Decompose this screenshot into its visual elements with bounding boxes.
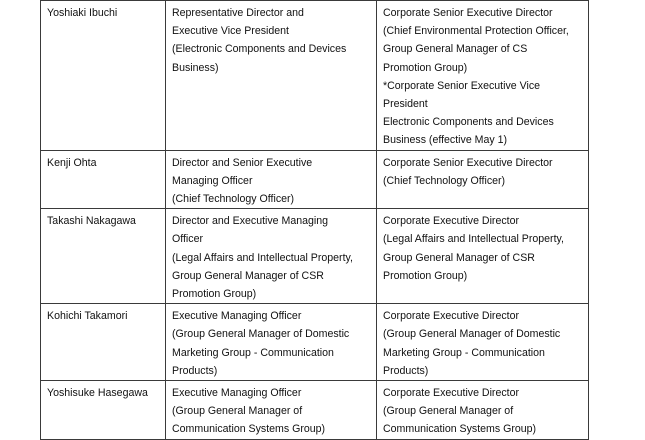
new-position-line: Marketing Group - Communication <box>383 346 545 359</box>
table-row <box>41 209 589 304</box>
previous-position-cell <box>166 304 377 381</box>
previous-position-line: Marketing Group - Communication <box>172 346 334 359</box>
new-position-cell <box>377 304 589 381</box>
new-position-line: Group General Manager of CSR <box>383 251 535 264</box>
previous-position-line: Group General Manager of CSR <box>172 269 324 282</box>
name-cell <box>41 304 166 381</box>
previous-position-line: (Legal Affairs and Intellectual Property, <box>172 251 353 264</box>
new-position-line: Communication Systems Group) <box>383 423 537 436</box>
previous-position-line: Director and Senior Executive <box>172 156 313 169</box>
table-row <box>41 1 589 151</box>
new-position-line: Corporate Executive Director <box>383 215 520 228</box>
previous-position-line: Executive Managing Officer <box>172 310 302 323</box>
previous-position-line: Managing Officer <box>172 174 253 187</box>
new-position-cell <box>377 150 589 209</box>
new-position-cell <box>377 381 589 440</box>
executive-appointments-table <box>40 0 589 440</box>
new-position-cell <box>377 1 589 151</box>
new-position-line: Promotion Group) <box>383 269 468 282</box>
new-position-line: Group General Manager of CS <box>383 43 528 56</box>
new-position-line: (Group General Manager of Domestic <box>383 328 561 341</box>
new-position-line: Electronic Components and Devices <box>383 116 554 129</box>
previous-position-line: Communication Systems Group) <box>172 423 326 436</box>
previous-position-line: Director and Executive Managing <box>172 215 329 228</box>
new-position-line: *Corporate Senior Executive Vice <box>383 79 541 92</box>
previous-position-line: (Group General Manager of Domestic <box>172 328 350 341</box>
previous-position-line: (Group General Manager of <box>172 405 303 418</box>
previous-position-line: Promotion Group) <box>172 288 257 301</box>
new-position-line: Promotion Group) <box>383 61 468 74</box>
previous-position-line: Representative Director and <box>172 7 304 19</box>
name-cell <box>41 1 166 151</box>
executive-name: Takashi Nakagawa <box>47 215 136 228</box>
previous-position-line: (Electronic Components and Devices <box>172 43 347 56</box>
previous-position-cell <box>166 1 377 151</box>
previous-position-cell <box>166 150 377 209</box>
executive-name: Kenji Ohta <box>47 156 97 169</box>
name-cell <box>41 150 166 209</box>
new-position-line: (Chief Environmental Protection Officer, <box>383 25 569 38</box>
previous-position-line: (Chief Technology Officer) <box>172 193 295 206</box>
previous-position-line: Officer <box>172 233 204 246</box>
executive-name: Yoshiaki Ibuchi <box>47 7 118 19</box>
new-position-line: Products) <box>383 364 429 377</box>
table-row <box>41 304 589 381</box>
name-cell <box>41 209 166 304</box>
new-position-cell <box>377 209 589 304</box>
new-position-line: Corporate Executive Director <box>383 387 520 400</box>
executive-name: Kohichi Takamori <box>47 310 128 323</box>
previous-position-line: Executive Vice President <box>172 25 289 38</box>
executive-name: Yoshisuke Hasegawa <box>47 387 148 400</box>
new-position-line: (Group General Manager of <box>383 405 514 418</box>
new-position-line: Corporate Senior Executive Director <box>383 156 553 169</box>
previous-position-line: Business) <box>172 61 219 74</box>
name-cell <box>41 381 166 440</box>
previous-position-cell <box>166 209 377 304</box>
previous-position-line: Products) <box>172 364 218 377</box>
new-position-line: Business (effective May 1) <box>383 134 508 147</box>
new-position-line: Corporate Executive Director <box>383 310 520 323</box>
previous-position-cell <box>166 381 377 440</box>
new-position-line: (Chief Technology Officer) <box>383 174 506 187</box>
table-row <box>41 150 589 209</box>
previous-position-line: Executive Managing Officer <box>172 387 302 400</box>
new-position-line: President <box>383 98 428 111</box>
new-position-line: (Legal Affairs and Intellectual Property, <box>383 233 564 246</box>
table-row <box>41 381 589 440</box>
new-position-line: Corporate Senior Executive Director <box>383 7 553 19</box>
